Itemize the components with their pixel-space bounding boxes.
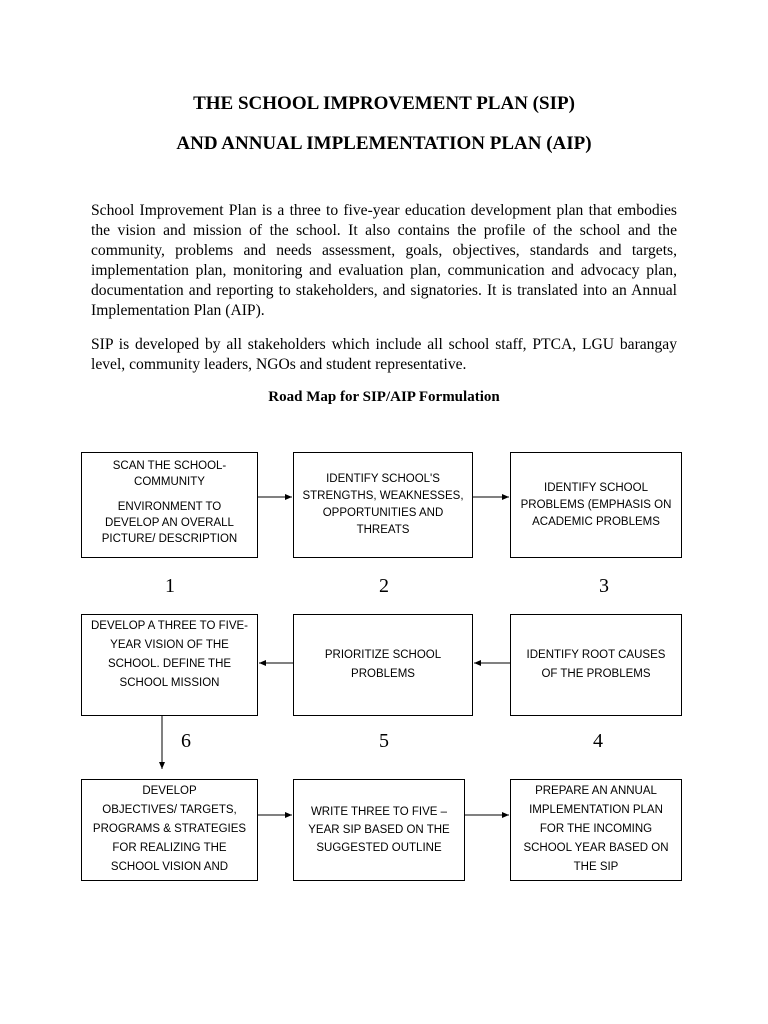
box8-line2: YEAR SIP BASED ON THE (308, 824, 450, 836)
step-box-4-identify-root-causes (510, 614, 682, 716)
sip-stakeholders-paragraph: SIP is developed by all stakeholders which include all school staff, PTCA, LGU barangay level, community leaders, NGOs and student representative. (91, 336, 677, 373)
step-box-1-scan-community (81, 452, 258, 558)
box3-line1: IDENTIFY SCHOOL (544, 481, 648, 494)
box7-line4: FOR REALIZING THE (112, 842, 227, 854)
box9-line5: THE SIP (573, 861, 619, 873)
step-box-prepare-aip (510, 779, 682, 881)
step-box-3-identify-problems (510, 452, 682, 558)
box6-line4: SCHOOL MISSION (119, 677, 220, 689)
box6-line3: SCHOOL. DEFINE THE (107, 658, 232, 670)
page-title-line-1: THE SCHOOL IMPROVEMENT PLAN (SIP) (193, 93, 575, 114)
box8-line1: WRITE THREE TO FIVE – (310, 806, 448, 818)
box5-line2: PROBLEMS (351, 668, 415, 680)
box9-line4: SCHOOL YEAR BASED ON (523, 842, 669, 854)
box9-line1: PREPARE AN ANNUAL (535, 785, 657, 797)
box1-line2: COMMUNITY (134, 476, 205, 488)
box5-line1: PRIORITIZE SCHOOL (324, 649, 442, 661)
box7-line2: OBJECTIVES/ TARGETS, (102, 804, 237, 816)
step-box-develop-objectives (81, 779, 258, 881)
step-box-2-identify-swot (293, 452, 473, 558)
step-number-1: 1 (165, 575, 175, 597)
step-number-2: 2 (379, 575, 389, 597)
box7-line3: PROGRAMS & STRATEGIES (92, 823, 247, 835)
step-number-3: 3 (599, 575, 609, 597)
step-number-6: 6 (181, 730, 191, 752)
page-title-line-2: AND ANNUAL IMPLEMENTATION PLAN (AIP) (176, 133, 592, 154)
roadmap-title: Road Map for SIP/AIP Formulation (268, 389, 500, 405)
box9-line3: FOR THE INCOMING (539, 823, 653, 835)
box2-line2: STRENGTHS, WEAKNESSES, (302, 490, 464, 502)
box8-line3: SUGGESTED OUTLINE (316, 842, 442, 854)
box3-line2: PROBLEMS (EMPHASIS ON (520, 498, 672, 511)
box7-line1: DEVELOP (142, 785, 197, 797)
box2-line1: IDENTIFY SCHOOL'S (326, 473, 440, 485)
step-box-6-develop-vision (81, 614, 258, 716)
box4-line1: IDENTIFY ROOT CAUSES (526, 649, 666, 661)
box2-line3: OPPORTUNITIES AND (322, 507, 444, 519)
box6-line2: YEAR VISION OF THE (110, 639, 229, 651)
step-box-write-sip (293, 779, 465, 881)
box6-line1: DEVELOP A THREE TO FIVE- (90, 620, 248, 632)
sip-definition-paragraph: School Improvement Plan is a three to five-year education development plan that embodies the vision and mission of the school. It also contains the profile of the school and the community, problems and needs assessment, goals, objectives, standards and targets, implementation plan, monitoring and evaluation plan, communication and advocacy plan, documentation and reporting to stakeholders, and signatories. It is translated into an Annual Implementation Plan (AIP). (91, 202, 677, 319)
box1-line3: ENVIRONMENT TO (117, 501, 222, 513)
box3-line3: ACADEMIC PROBLEMS (532, 515, 660, 528)
step-number-4: 4 (593, 730, 603, 752)
step-number-5: 5 (379, 730, 389, 752)
step-box-5-prioritize-problems (293, 614, 473, 716)
box1-line5: PICTURE/ DESCRIPTION (101, 533, 238, 545)
box1-line1: SCAN THE SCHOOL- (112, 460, 227, 472)
box1-line4: DEVELOP AN OVERALL (105, 517, 234, 529)
box2-line4: THREATS (356, 524, 410, 536)
box4-line2: OF THE PROBLEMS (541, 668, 651, 680)
box7-line5: SCHOOL VISION AND (110, 861, 229, 873)
box9-line2: IMPLEMENTATION PLAN (529, 804, 663, 816)
